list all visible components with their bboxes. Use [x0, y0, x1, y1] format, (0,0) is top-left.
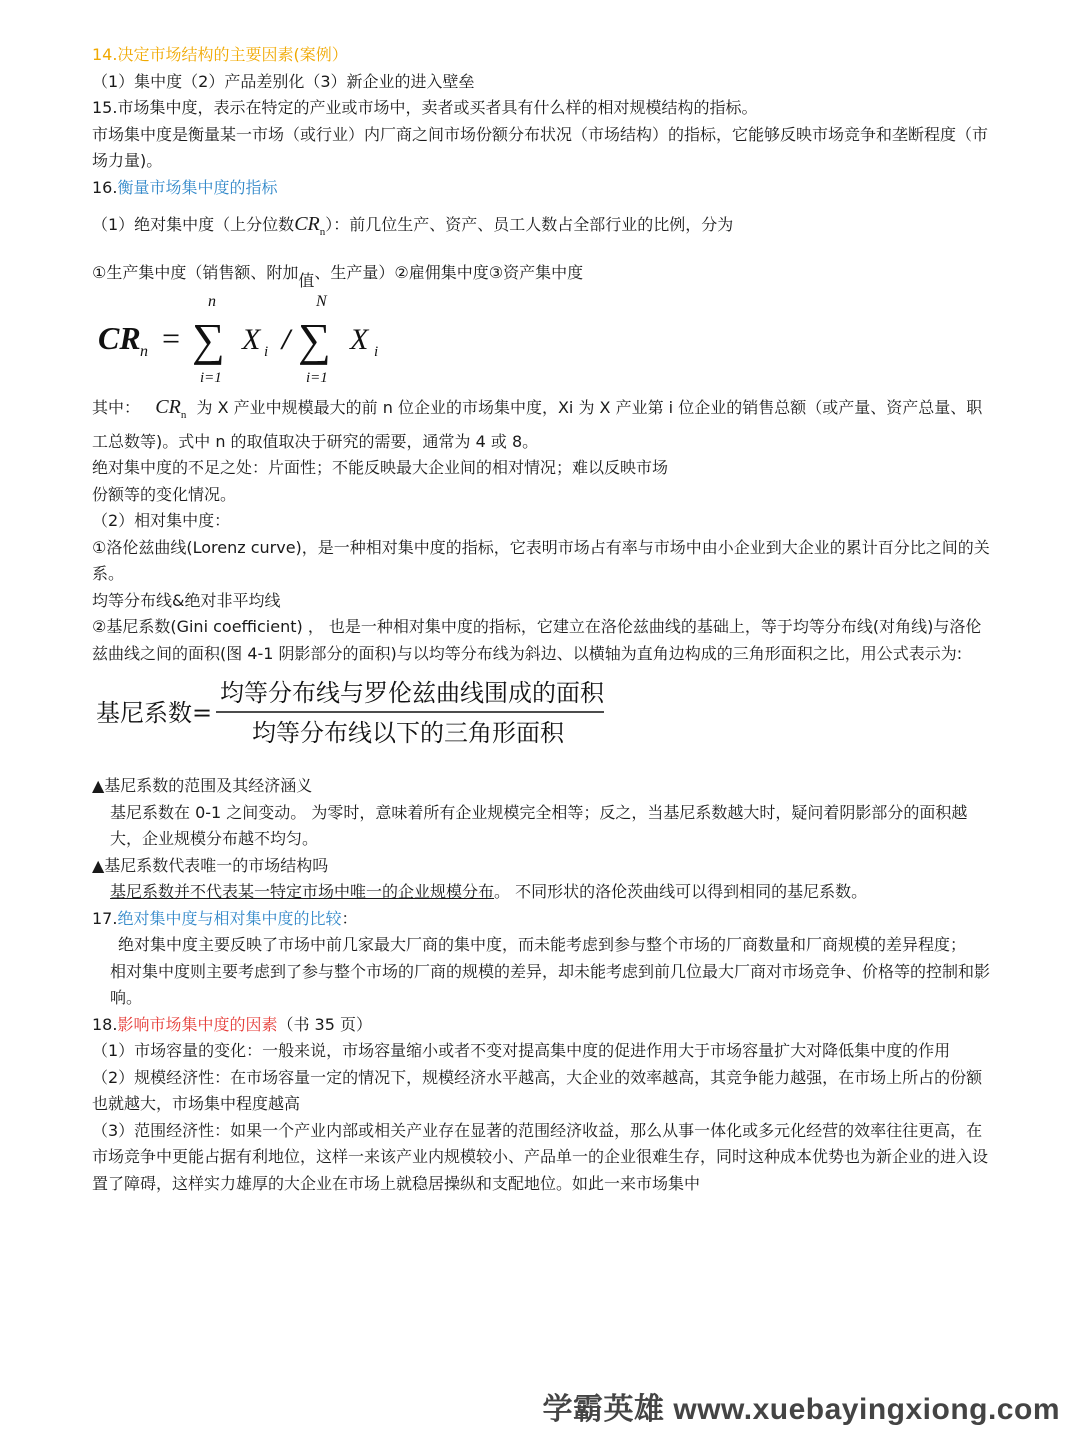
gini-formula-graphic [92, 667, 632, 763]
absolute-concentration-suffix: ）：前几位生产、资产、员工人数占全部行业的比例，分为 [325, 215, 734, 234]
sum2-lower: i=1 [306, 370, 328, 386]
gini-unique-heading: ▲基尼系数代表唯一的市场结构吗 [92, 855, 329, 875]
sum2-x-sub: i [374, 344, 379, 360]
cr-n-symbol-2: $CR_n$ [155, 396, 187, 421]
cr-n-formula [92, 294, 992, 386]
formula-lhs-sub: n [140, 343, 148, 360]
formula-lhs: CR [98, 320, 141, 356]
formula-divide: / [282, 323, 291, 356]
absolute-shortcoming-1: 绝对集中度的不足之处：片面性；不能反映最大企业间的相对情况；难以反映市场 [92, 458, 669, 477]
gini-numerator: 均等分布线与罗伦兹曲线围成的面积 [220, 679, 604, 707]
footer-watermark: 学霸英雄 www.xuebayingxiong.com [542, 1393, 1060, 1426]
cr-formula-graphic [92, 294, 512, 386]
distribution-lines-text: 均等分布线&绝对非平均线 [92, 590, 281, 610]
gini-formula [92, 667, 992, 763]
sum1-lower: i=1 [200, 370, 222, 386]
absolute-concentration-line [92, 211, 992, 246]
sum1-x: X [242, 323, 261, 356]
section-14-items: （1）集中度（2）产品差别化（3）新企业的进入壁垒 [92, 71, 475, 91]
section-17-heading: 17.绝对集中度与相对集中度的比较： [92, 908, 358, 928]
formula-equals: = [162, 320, 181, 356]
section-16-title: 衡量市场集中度的指标 [117, 177, 278, 197]
relative-concentration-heading: （2）相对集中度： [92, 511, 231, 530]
section-18-heading: 18.影响市场集中度的因素（书 35 页） [92, 1014, 373, 1034]
section-17-paragraph-1: 绝对集中度主要反映了市场中前几家最大厂商的集中度，而未能考虑到参与整个市场的厂商数量和厂商规模的差异程度； [118, 935, 967, 954]
section-18-title: 影响市场集中度的因素 [117, 1014, 278, 1034]
section-15-definition: 15.市场集中度，表示在特定的产业或市场中，卖者或买者具有什么样的相对规模结构的指标。 [92, 98, 758, 117]
section-14-heading: 14.决定市场结构的主要因素(案例） [92, 45, 348, 64]
section-18-item-1: （1）市场容量的变化：一般来说，市场容量缩小或者不变对提高集中度的促进作用大于市场容量扩大对降低集中度的作用 [92, 1041, 951, 1060]
gini-denominator: 均等分布线以下的三角形面积 [252, 719, 564, 747]
section-16-number: 16. [92, 177, 118, 197]
absolute-concentration-prefix: （1）绝对集中度（上分位数 [92, 215, 295, 234]
section-15-explanation: 市场集中度是衡量某一市场（或行业）内厂商之间市场份额分布状况（市场结构）的指标，它能够反映市场竞争和垄断程度（市场力量)。 [92, 124, 989, 170]
gini-coefficient-text: ②基尼系数(Gini coefficient) ， 也是一种相对集中度的指标，它建立在洛伦兹曲线的基础上，等于均等分布线(对角线)与洛伦兹曲线之间的面积(图 4-1 阴影部分的面积)与以均等分布线为斜边、以横轴为直角边构成的三角形面积之比，用公式表示为: [92, 617, 982, 663]
sum1-x-sub: i [264, 344, 269, 360]
section-18-item-2: （2）规模经济性：在市场容量一定的情况下，规模经济水平越高，大企业的效率越高，其竞争能力越强，在市场上所占的份额也就越大，市场集中程度越高 [92, 1067, 983, 1113]
section-17-title: 绝对集中度与相对集中度的比较 [117, 908, 342, 928]
sum2-x: X [350, 323, 369, 356]
section-16-heading [92, 175, 992, 202]
section-17-paragraph-2: 相对集中度则主要考虑到了参与整个市场的厂商的规模的差异，却未能考虑到前几位最大厂商对市场竞争、价格等的控制和影响。 [110, 961, 991, 1007]
cr-n-symbol: $CR_n$ [294, 213, 326, 238]
gini-range-text: 基尼系数在 0-1 之间变动。 为零时，意味着所有企业规模完全相等；反之，当基尼系数越大时，疑问着阴影部分的面积越大，企业规模分布越不均匀。 [110, 802, 968, 848]
sum1-symbol: ∑ [192, 314, 225, 365]
absolute-shortcoming-2: 份额等的变化情况。 [92, 484, 237, 504]
gini-unique-underlined: 基尼系数并不代表某一特定市场中唯一的企业规模分布 [110, 882, 495, 901]
gini-lhs: 基尼系数= [96, 699, 213, 727]
section-18-item-3: （3）范围经济性：如果一个产业内部或相关产业存在显著的范围经济收益，那么从事一体化或多元化经营的效率往往更高，在市场竞争中更能占据有利地位，这样一来该产业内规模较小、产品单一的企业很难生存，同时这种成本优势也为新企业的进入设置了障碍，这样实力雄厚的大企业在市场上就稳居操纵和支配地位。如此一来市场集中 [92, 1120, 989, 1193]
formula-explanation: 其中： $CR_n$ 为 X 产业中规模最大的前 n 位企业的市场集中度，Xi 为 X 产业第 i 位企业的销售总额（或产量、资产总量、职工总数等)。式中 n 的取值取决于研究的需要，通常为 4 或 8。 [92, 396, 983, 451]
gini-unique-text: 基尼系数并不代表某一特定市场中唯一的企业规模分布。 不同形状的洛伦茨曲线可以得到相同的基尼系数。 [110, 882, 868, 901]
lorenz-curve-text: ①洛伦兹曲线(Lorenz curve)，是一种相对集中度的指标，它表明市场占有率与市场中由小企业到大企业的累计百分比之间的关系。 [92, 537, 990, 583]
gini-range-heading: ▲基尼系数的范围及其经济涵义 [92, 776, 313, 795]
sum2-upper: N [316, 294, 327, 310]
sum1-upper: n [208, 294, 216, 310]
concentration-types-line: ①生产集中度（销售额、附加$_值$、生产量）②雇佣集中度③资产集中度 [92, 262, 584, 290]
sum2-symbol: ∑ [298, 314, 331, 365]
document-page [92, 42, 992, 1197]
